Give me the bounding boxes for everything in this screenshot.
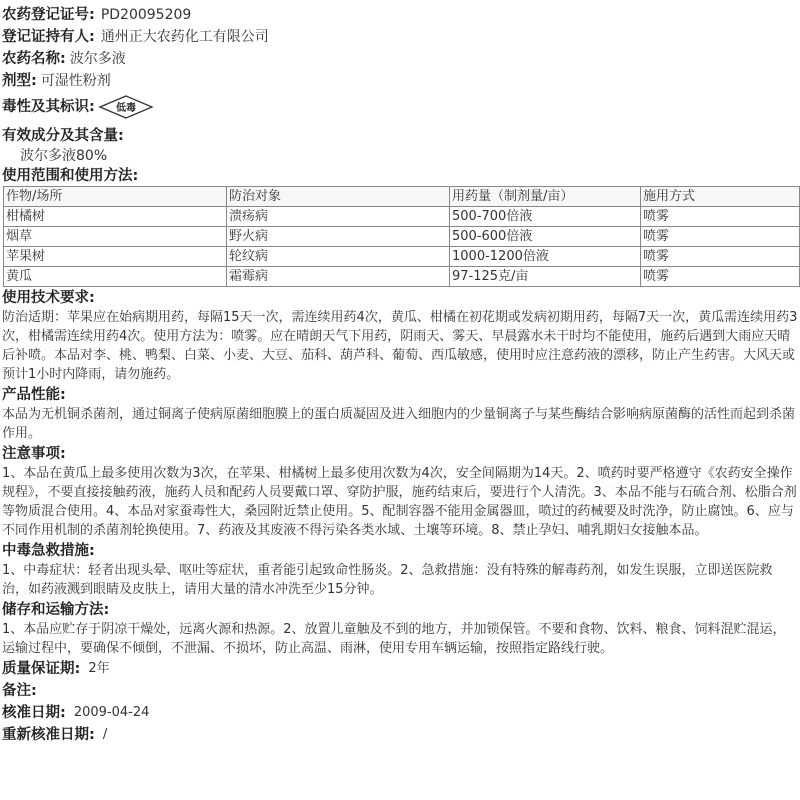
- table-cell: 柑橘树: [4, 207, 227, 227]
- reapproval-date-row: [2, 724, 800, 746]
- usage-section-title: 使用范围和使用方法:: [2, 168, 139, 184]
- low-toxicity-badge-icon: [97, 94, 155, 120]
- table-cell: 喷雾: [641, 247, 800, 267]
- table-cell: 喷雾: [641, 207, 800, 227]
- table-row: [4, 247, 800, 267]
- table-cell: 喷雾: [641, 227, 800, 247]
- table-cell: 霜霉病: [227, 267, 450, 287]
- holder-value: 通州正大农药化工有限公司: [100, 29, 269, 45]
- table-cell: 1000-1200倍液: [450, 247, 641, 267]
- pesticide-name-row: [2, 48, 800, 70]
- table-row: [4, 267, 800, 287]
- tech-text: 防治适期：苹果应在始病期用药，每隔15天一次，需连续用药4次，黄瓜、柑橘在初花期或发病初期用药，每隔7天一次，黄瓜需连续用药3次，柑橘需连续用药4次。使用方法为：喷雾。应在晴朗天气下用药，阴雨天、雾天、早晨露水未干时均不能使用，施药后遇到大雨应天晴后补喷。本品对李、桃、鸭梨、白菜、小麦、大豆、茄科、葫芦科、葡萄、西瓜敏感，使用时应注意药液的漂移，防止产生药害。大风天或预计1小时内降雨，请勿施药。: [2, 310, 798, 382]
- reapproval-date-label: 重新核准日期:: [2, 727, 95, 743]
- holder-row: [2, 26, 800, 48]
- table-cell: 500-700倍液: [450, 207, 641, 227]
- registration-number-row: [2, 4, 800, 26]
- storage-section-title: 储存和运输方法:: [2, 602, 110, 618]
- approval-date-label: 核准日期:: [2, 705, 66, 721]
- table-cell: 喷雾: [641, 267, 800, 287]
- warranty-value: 2年: [88, 661, 110, 676]
- warranty-label: 质量保证期:: [2, 661, 81, 677]
- table-cell: 97-125克/亩: [450, 267, 641, 287]
- table-header-row: [4, 187, 800, 207]
- notes-text: 1、本品在黄瓜上最多使用次数为3次，在苹果、柑橘树上最多使用次数为4次，安全间隔期为14天。2、喷药时要严格遵守《农药安全操作规程》，不要直接接触药液，施药人员和配药人员要戴口罩、穿防护服，施药结束后，要进行个人清洗。3、本品不能与石硫合剂、松脂合剂等物质混合使用。4、本品对家蚕毒性大，桑园附近禁止使用。5、配制容器不能用金属器皿，喷过的药械要及时洗净，防止腐蚀。6、应与不同作用机制的杀菌剂轮换使用。7、药液及其废液不得污染各类水域、土壤等环境。8、禁止孕妇、哺乳期妇女接触本品。: [2, 466, 797, 538]
- pesticide-name-value: 波尔多液: [69, 51, 126, 67]
- toxicity-row: [2, 94, 800, 120]
- table-row: [4, 227, 800, 247]
- first-aid-section-title: 中毒急救措施:: [2, 543, 95, 559]
- table-cell: 溃疡病: [227, 207, 450, 227]
- reapproval-date-value: /: [102, 727, 108, 742]
- registration-number-value: PD20095209: [100, 7, 192, 23]
- formulation-row: [2, 70, 800, 92]
- pesticide-name-label: 农药名称:: [2, 51, 66, 67]
- table-cell: 野火病: [227, 227, 450, 247]
- ingredient-label: 有效成分及其含量:: [2, 128, 124, 144]
- toxicity-label: 毒性及其标识:: [2, 99, 95, 115]
- table-cell: 黄瓜: [4, 267, 227, 287]
- storage-text: 1、本品应贮存于阴凉干燥处，远离火源和热源。2、放置儿童触及不到的地方，并加锁保管。不要和食物、饮料、粮食、饲料混贮混运，运输过程中，要确保不倾倒，不泄漏、不损坏，防止高温、雨淋，使用专用车辆运输，按照指定路线行驶。: [2, 622, 786, 656]
- notes-section-title: 注意事项:: [2, 446, 66, 462]
- table-row: [4, 207, 800, 227]
- toxicity-badge-text: 低毒: [115, 103, 136, 114]
- tech-section-title: 使用技术要求:: [2, 290, 95, 306]
- ingredient-row: [2, 126, 800, 146]
- formulation-label: 剂型:: [2, 73, 37, 89]
- table-cell: 500-600倍液: [450, 227, 641, 247]
- performance-text: 本品为无机铜杀菌剂，通过铜离子使病原菌细胞膜上的蛋白质凝固及进入细胞内的少量铜离子与某些酶结合影响病原菌酶的活性而起到杀菌作用。: [2, 407, 796, 441]
- approval-date-value: 2009-04-24: [73, 705, 150, 720]
- performance-section-title: 产品性能:: [2, 387, 66, 403]
- table-header-cell: 施用方式: [641, 187, 800, 207]
- formulation-value: 可湿性粉剂: [40, 73, 111, 89]
- warranty-row: [2, 658, 800, 680]
- first-aid-text: 1、中毒症状：轻者出现头晕、呕吐等症状，重者能引起致命性肠炎。2、急救措施：没有特殊的解毒药剂，如发生误服，立即送医院救治，如药液溅到眼睛及皮肤上，请用大量的清水冲洗至少15分钟。: [2, 563, 773, 597]
- ingredient-value: 波尔多液80%: [20, 148, 108, 164]
- table-header-cell: 用药量（制剂量/亩）: [450, 187, 641, 207]
- table-cell: 苹果树: [4, 247, 227, 267]
- table-cell: 烟草: [4, 227, 227, 247]
- table-header-cell: 作物/场所: [4, 187, 227, 207]
- remarks-label: 备注:: [2, 683, 37, 699]
- usage-table: [3, 186, 800, 287]
- registration-number-label: 农药登记证号:: [2, 7, 95, 23]
- approval-date-row: [2, 702, 800, 724]
- remarks-row: [2, 680, 800, 702]
- holder-label: 登记证持有人:: [2, 29, 95, 45]
- table-header-cell: 防治对象: [227, 187, 450, 207]
- table-cell: 轮纹病: [227, 247, 450, 267]
